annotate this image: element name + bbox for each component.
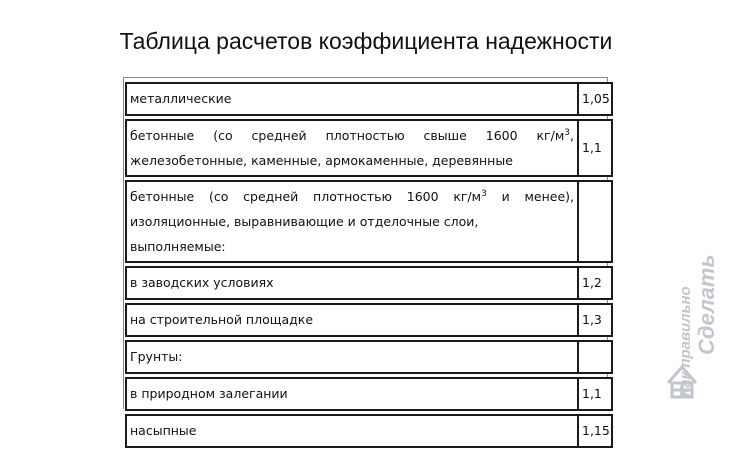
table-row [125,377,613,411]
row-value: 1,2 [578,266,613,300]
table-row [125,180,613,263]
page-title: Таблица расчетов коэффициента надежности [119,28,613,54]
row-name-line1: бетонные (со средней плотностью свыше 1600 $кг/м^3$, [130,127,574,143]
row-name-line2: железобетонные, каменные, армокаменные, деревянные [130,153,513,168]
row-value [578,180,613,263]
watermark-line1: Как правильно [677,286,694,397]
row-value: 1,05 [578,82,613,116]
row-name: на строительной площадке [125,303,578,337]
row-name [125,119,578,177]
row-value: 1,1 [578,119,613,177]
row-value [578,340,613,374]
row-name: Грунты: [125,340,578,374]
table-row [125,340,613,374]
row-name: в природном залегании [125,377,578,411]
row-name: металлические [125,82,578,116]
table-row [125,303,613,337]
reliability-coefficient-table [125,79,613,451]
table-row [125,266,613,300]
row-name-line1: бетонные (со средней плотностью 1600 $кг/м^3$ и менее), [130,188,574,204]
watermark-line2: Сделать [694,254,719,355]
watermark-logo [660,195,730,400]
row-name-line2: изоляционные, выравнивающие и отделочные слои, выполняемые: [130,214,479,254]
row-name: насыпные [125,414,578,448]
table-row [125,82,613,116]
row-value: 1,1 [578,377,613,411]
table-row [125,414,613,448]
row-value: 1,3 [578,303,613,337]
table-row [125,119,613,177]
row-value: 1,15 [578,414,613,448]
row-name [125,180,578,263]
row-name: в заводских условиях [125,266,578,300]
